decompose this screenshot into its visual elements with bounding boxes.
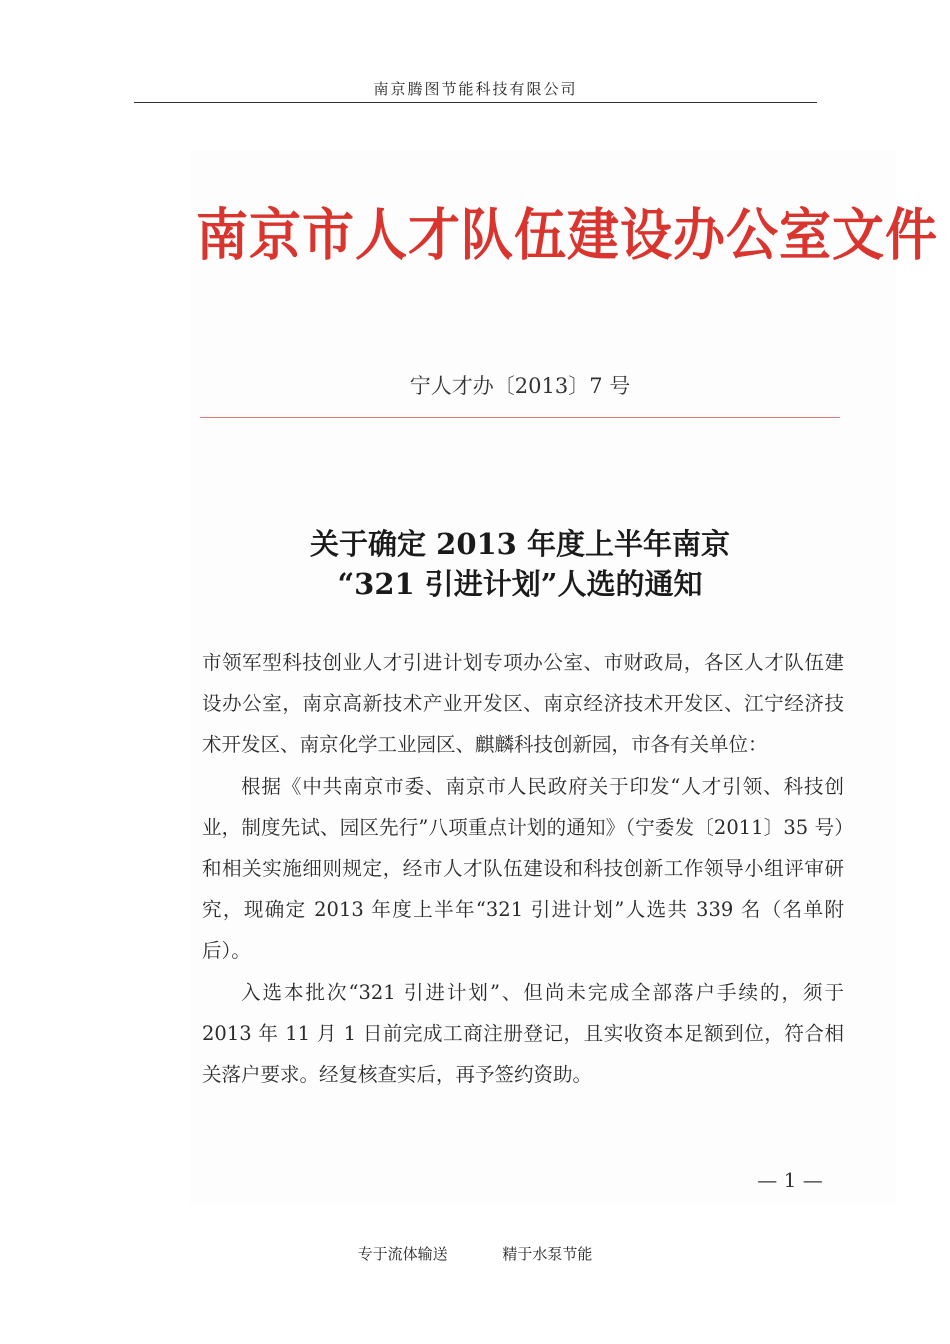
footer-slogan-right: 精于水泵节能	[502, 1245, 593, 1263]
body-paragraph: 入选本批次“321 引进计划”、但尚未完成全部落户手续的，须于 2013 年 11 月 1 日前完成工商注册登记，且实收资本足额到位，符合相关落户要求。经复核查实后，再予签约资助。	[202, 980, 844, 1087]
document-title	[190, 524, 850, 604]
page-number: — 1 —	[757, 1168, 823, 1192]
header-divider	[134, 102, 817, 103]
company-header: 南京腾图节能科技有限公司	[373, 80, 578, 98]
title-line-1: 关于确定 2013 年度上半年南京	[310, 527, 730, 561]
document-banner: 南京市人才队伍建设办公室文件	[196, 202, 939, 269]
body-paragraph: 根据《中共南京市委、南京市人民政府关于印发“人才引领、科技创业，制度先试、园区先行”八项重点计划的通知》（宁委发〔2011〕35 号）和相关实施细则规定，经市人才队伍建设和科技创新工作领导小组评审研究，现确定 2013 年度上半年“321 引进计划”人选共 339 名（名单附后）。	[202, 774, 844, 963]
document-body	[202, 642, 844, 1095]
footer	[300, 1243, 650, 1264]
red-divider	[200, 417, 840, 418]
document-number: 宁人才办〔2013〕7 号	[409, 374, 631, 398]
footer-slogan-left: 专于流体输送	[357, 1245, 448, 1263]
addressee-paragraph: 市领军型科技创业人才引进计划专项办公室、市财政局，各区人才队伍建设办公室，南京高新技术产业开发区、南京经济技术开发区、江宁经济技术开发区、南京化学工业园区、麒麟科技创新园，市各有关单位：	[202, 651, 844, 757]
title-line-2: “321 引进计划”人选的通知	[337, 567, 703, 601]
